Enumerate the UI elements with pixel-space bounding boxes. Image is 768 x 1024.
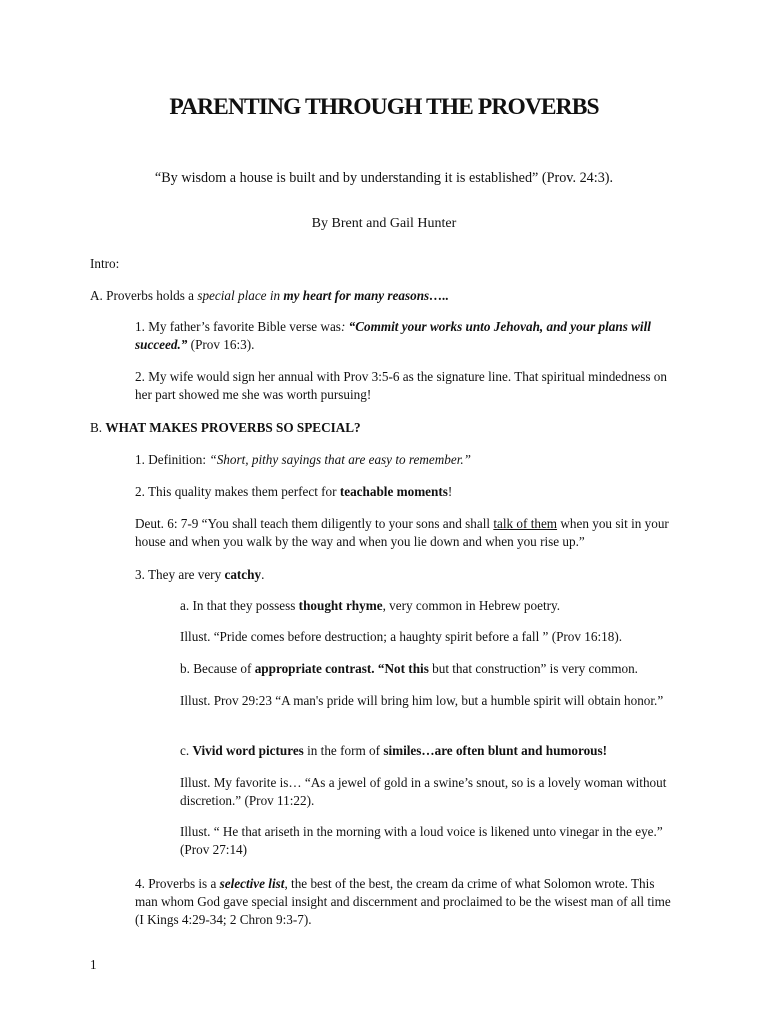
section-b-item-3: 3. They are very catchy.: [135, 567, 265, 582]
author-byline: By Brent and Gail Hunter: [311, 216, 457, 231]
section-b-item-4: 4. Proverbs is a selective list, the best of the best, the cream da crime of what Solomon wrote. This man whom God gave special insight and discernment and proclaimed to be the wisest man of all time (I Kings 4:29-34; 2 Chron 9:3-7).: [135, 876, 671, 927]
page-number: 1: [90, 957, 97, 972]
sub-item-b: b. Because of appropriate contrast. “Not this but that construction” is very common.: [180, 661, 638, 676]
section-a-heading: A. Proverbs holds a special place in my heart for many reasons…..: [90, 288, 449, 303]
illustration-c1: Illust. My favorite is… “As a jewel of gold in a swine’s snout, so is a lovely woman without discretion.” (Prov 11:22).: [180, 775, 667, 808]
sub-item-c: c. Vivid word pictures in the form of similes…are often blunt and humorous!: [180, 743, 608, 758]
section-b-item-1: 1. Definition: “Short, pithy sayings that are easy to remember.”: [135, 452, 472, 467]
section-b-item-2: 2. This quality makes them perfect for teachable moments!: [135, 484, 453, 499]
epigraph-quote: “By wisdom a house is built and by understanding it is established” (Prov. 24:3).: [154, 170, 614, 186]
illustration-c2: Illust. “ He that ariseth in the morning with a loud voice is likened unto vinegar in the eye.” (Prov 27:14): [180, 824, 663, 857]
section-b-heading: B. WHAT MAKES PROVERBS SO SPECIAL?: [90, 420, 361, 435]
deuteronomy-quote: Deut. 6: 7-9 “You shall teach them diligently to your sons and shall talk of them when you sit in your house and when you walk by the way and when you lie down and when you rise up.”: [135, 516, 669, 549]
sub-item-a: a. In that they possess thought rhyme, very common in Hebrew poetry.: [180, 598, 561, 613]
document-title: PARENTING THROUGH THE PROVERBS: [169, 94, 599, 120]
illustration-b: Illust. Prov 29:23 “A man's pride will bring him low, but a humble spirit will obtain honor.”: [180, 693, 664, 708]
illustration-a: Illust. “Pride comes before destruction; a haughty spirit before a fall ” (Prov 16:18).: [180, 629, 623, 644]
section-a-item-1: 1. My father’s favorite Bible verse was: “Commit your works unto Jehovah, and your plans will succeed.” (Prov 16:3).: [135, 319, 651, 352]
section-a-item-2: 2. My wife would sign her annual with Prov 3:5-6 as the signature line. That spiritual mindedness on her part showed me she was worth pursuing!: [135, 369, 667, 402]
intro-label: Intro:: [90, 256, 120, 271]
